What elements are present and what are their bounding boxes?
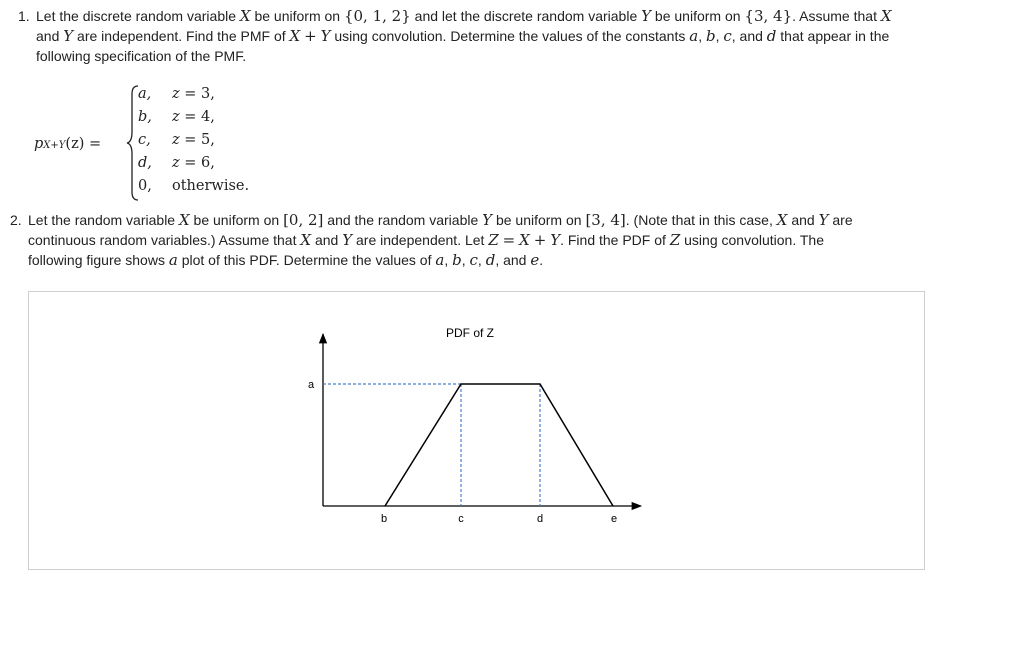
- pmf-specification: [34, 84, 334, 204]
- question-1-line-2: and Y are independent. Find the PMF of X + Y using convolution. Determine the values of the constants a, b, c, and d that appear in the: [36, 27, 890, 45]
- pmf-value: a,: [138, 86, 152, 102]
- question-1-line-1: Let the discrete random variable X be uniform on {0, 1, 2} and let the discrete random variable Y be uniform on {3, 4}. Assume that X: [36, 7, 892, 25]
- question-2-line-1: Let the random variable X be uniform on [0, 2] and the random variable Y be uniform on [3, 4]. (Note that in this case, X and Y are: [28, 211, 853, 229]
- question-1-line-3: following specification of the PMF.: [36, 48, 247, 64]
- pmf-condition: z = 6,: [172, 155, 215, 171]
- question-number: 1.: [18, 8, 30, 24]
- pmf-condition: z = 4,: [172, 109, 215, 125]
- x-tick-c: c: [458, 513, 464, 525]
- pdf-curve: [385, 384, 613, 506]
- question-2-line-2: continuous random variables.) Assume that X and Y are independent. Let Z = X + Y. Find the PDF of Z using convolution. The: [28, 231, 824, 249]
- question-2-text: [28, 210, 970, 270]
- figure-title: PDF of Z: [445, 326, 495, 340]
- pmf-value: d,: [138, 155, 152, 171]
- question-1-text: [36, 6, 978, 66]
- question-number: 2.: [10, 212, 22, 228]
- pmf-argument: (z) =: [65, 136, 102, 152]
- pmf-condition: z = 5,: [172, 132, 215, 148]
- x-tick-b: b: [380, 513, 388, 525]
- pmf-condition: z = 3,: [172, 86, 215, 102]
- question-2-line-3: following figure shows a plot of this PDF. Determine the values of a, b, c, d, and e.: [28, 251, 544, 269]
- pdf-figure: [28, 291, 925, 570]
- pmf-symbol: p: [34, 136, 44, 152]
- pmf-value: c,: [138, 132, 151, 148]
- pmf-lhs: [34, 136, 101, 152]
- x-tick-e: e: [610, 513, 618, 525]
- x-tick-d: d: [536, 513, 544, 525]
- pmf-condition: otherwise.: [172, 178, 250, 194]
- question-1: [18, 6, 978, 66]
- pmf-value: b,: [138, 109, 152, 125]
- y-tick-a: a: [307, 379, 315, 391]
- pmf-value: 0,: [138, 178, 152, 194]
- pdf-plot: [29, 292, 924, 569]
- pmf-subscript: X+Y: [43, 140, 66, 151]
- question-2: [10, 210, 970, 270]
